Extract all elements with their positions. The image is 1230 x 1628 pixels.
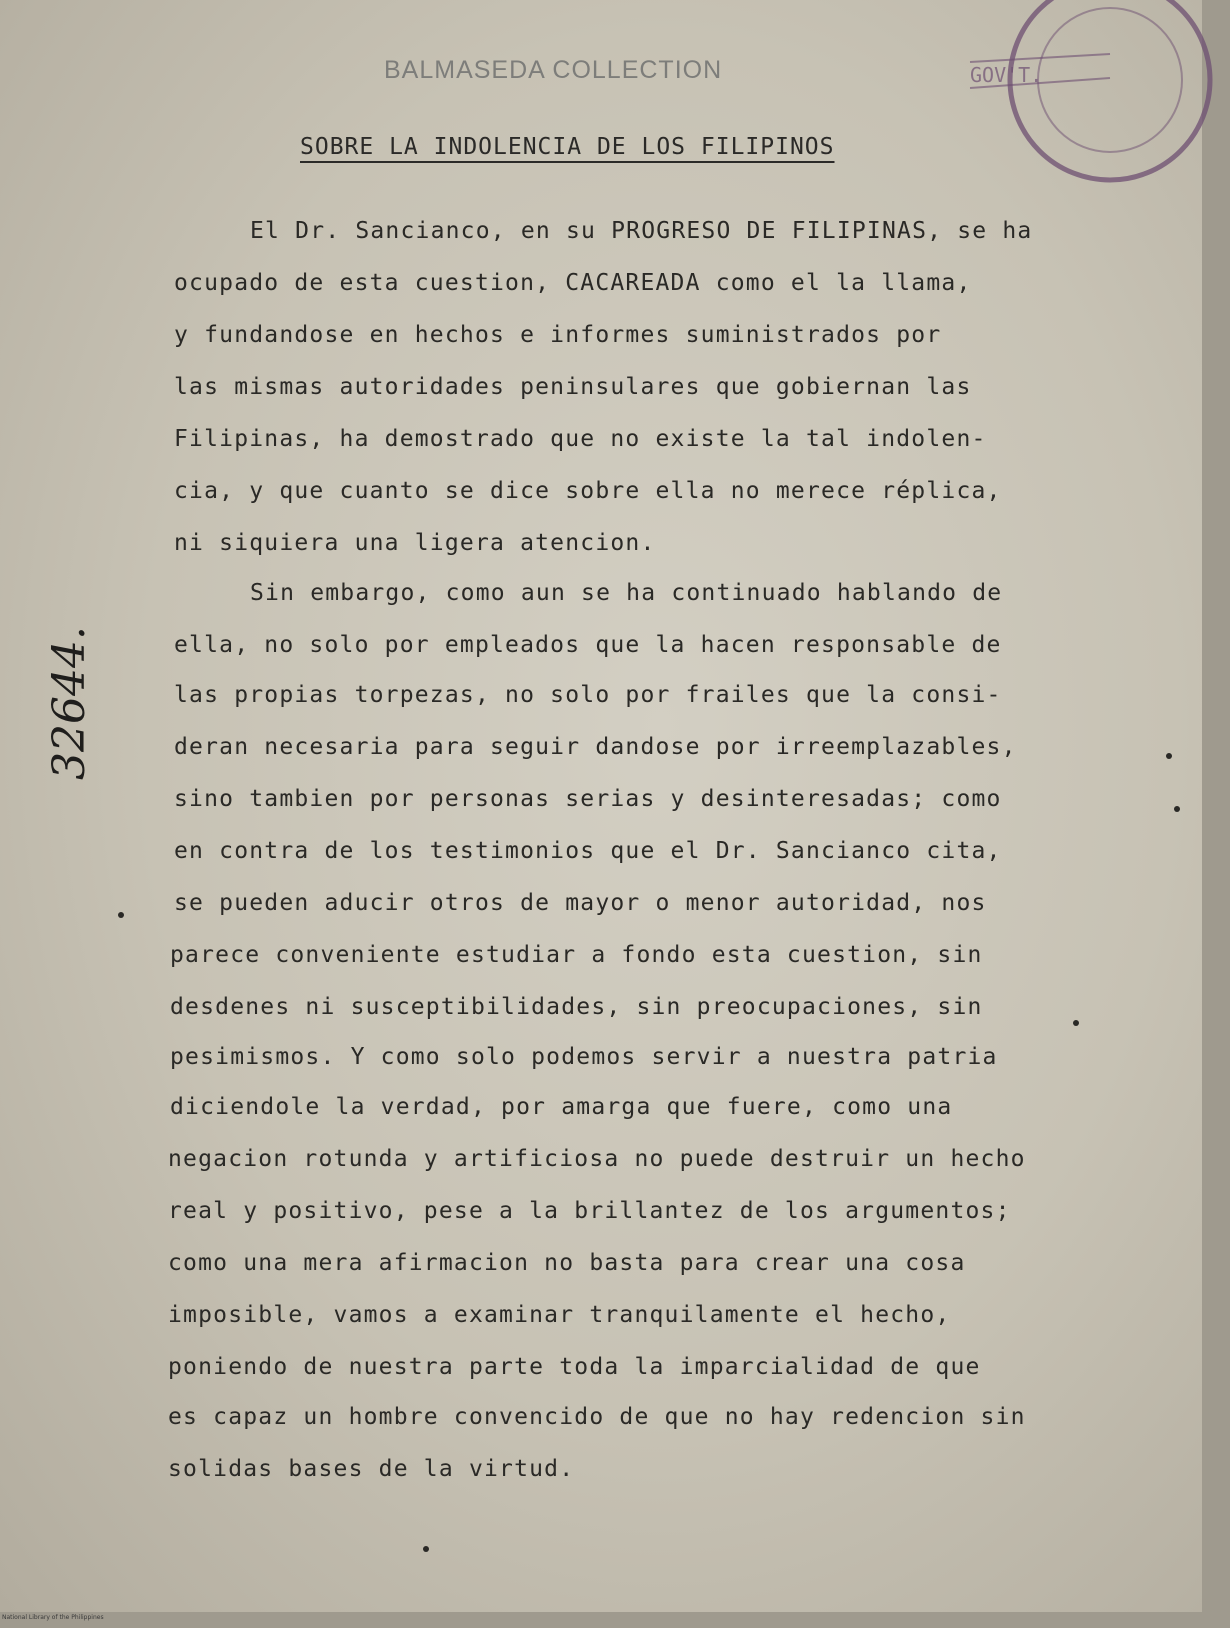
- svg-text:GOV'T.: GOV'T.: [970, 63, 1043, 87]
- footer-credit: National Library of the Philippines: [2, 1614, 104, 1621]
- svg-text:32644.: 32644.: [44, 626, 95, 780]
- text-line: El Dr. Sancianco, en su PROGRESO DE FILIPINAS, se ha: [250, 218, 1033, 244]
- text-line: cia, y que cuanto se dice sobre ella no merece réplica,: [174, 478, 1002, 504]
- text-line: como una mera afirmacion no basta para crear una cosa: [168, 1250, 966, 1276]
- text-line: imposible, vamos a examinar tranquilamente el hecho,: [168, 1302, 951, 1328]
- handwritten-margin-note: [36, 610, 116, 790]
- text-line: parece conveniente estudiar a fondo esta cuestion, sin: [170, 942, 983, 968]
- text-line: es capaz un hombre convencido de que no hay redencion sin: [168, 1404, 1026, 1430]
- text-line: ocupado de esta cuestion, CACAREADA como el la llama,: [174, 270, 972, 296]
- library-seal-stamp: [970, 0, 1230, 200]
- text-line: deran necesaria para seguir dandose por irreemplazables,: [174, 734, 1017, 760]
- text-line: pesimismos. Y como solo podemos servir a nuestra patria: [170, 1044, 998, 1070]
- text-line: desdenes ni susceptibilidades, sin preocupaciones, sin: [170, 994, 983, 1020]
- text-line: Sin embargo, como aun se ha continuado hablando de: [250, 580, 1003, 606]
- text-line: ella, no solo por empleados que la hacen responsable de: [174, 632, 1002, 658]
- text-line: Filipinas, ha demostrado que no existe la tal indolen-: [174, 426, 987, 452]
- ink-spot: [423, 1546, 429, 1552]
- text-line: diciendole la verdad, por amarga que fuere, como una: [170, 1094, 953, 1120]
- document-title: SOBRE LA INDOLENCIA DE LOS FILIPINOS: [300, 134, 835, 160]
- ink-spot: [1166, 753, 1172, 759]
- ink-spot: [118, 912, 124, 918]
- text-line: sino tambien por personas serias y desinteresadas; como: [174, 786, 1002, 812]
- ink-spot: [1073, 1020, 1079, 1026]
- text-line: las mismas autoridades peninsulares que gobiernan las: [174, 374, 972, 400]
- text-line: negacion rotunda y artificiosa no puede destruir un hecho: [168, 1146, 1026, 1172]
- text-line: solidas bases de la virtud.: [168, 1456, 575, 1482]
- text-line: en contra de los testimonios que el Dr. Sancianco cita,: [174, 838, 1002, 864]
- ink-spot: [1174, 806, 1180, 812]
- text-line: ni siquiera una ligera atencion.: [174, 530, 656, 556]
- text-line: y fundandose en hechos e informes suministrados por: [174, 322, 942, 348]
- text-line: se pueden aducir otros de mayor o menor autoridad, nos: [174, 890, 987, 916]
- collection-stamp: BALMASEDA COLLECTION: [384, 56, 723, 84]
- text-line: las propias torpezas, no solo por frailes que la consi-: [174, 682, 1002, 708]
- text-line: real y positivo, pese a la brillantez de los argumentos;: [168, 1198, 1011, 1224]
- text-line: poniendo de nuestra parte toda la imparcialidad de que: [168, 1354, 981, 1380]
